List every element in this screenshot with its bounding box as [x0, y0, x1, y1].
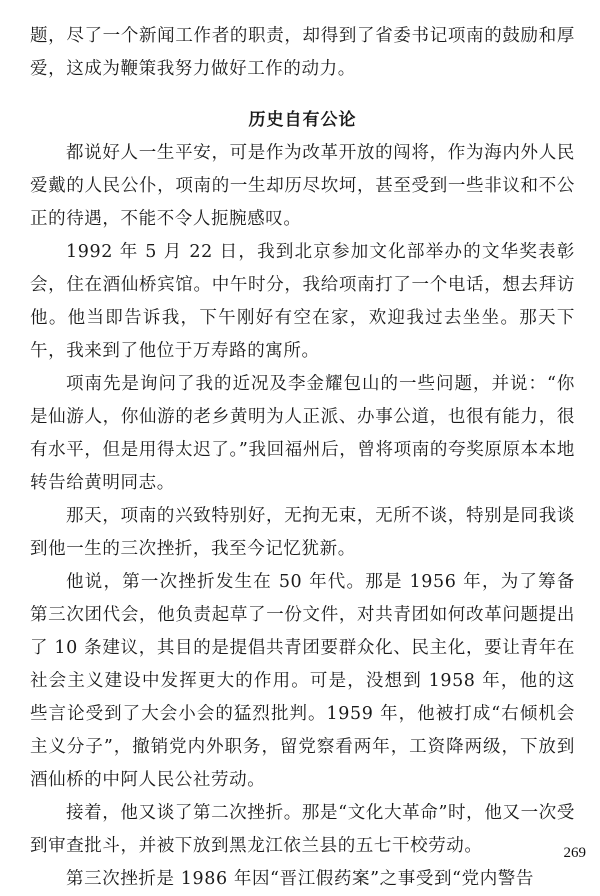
- page-number: 269: [563, 845, 586, 861]
- page-body: [30, 20, 575, 896]
- paragraph-6: 接着，他又谈了第二次挫折。那是“文化大革命”时，他又一次受到审查批斗，并被下放到黑龙江依兰县的五七干校劳动。: [30, 803, 575, 856]
- paragraph-3: 项南先是询问了我的近况及李金耀包山的一些问题，并说：“你是仙游人，你仙游的老乡黄明为人正派、办事公道，也很有能力，很有水平，但是用得太迟了。”我回福州后，曾将项南的夸奖原原本本地转告给黄明同志。: [30, 374, 575, 493]
- paragraph-2: 1992 年 5 月 22 日，我到北京参加文化部举办的文华奖表彰会，住在酒仙桥宾馆。中午时分，我给项南打了一个电话，想去拜访他。他当即告诉我，下午刚好有空在家，欢迎我过去坐坐。那天下午，我来到了他位于万寿路的寓所。: [30, 242, 575, 361]
- paragraph-7: 第三次挫折是 1986 年因“晋江假药案”之事受到“党内警告: [66, 869, 534, 889]
- paragraph-1: 都说好人一生平安，可是作为改革开放的闯将，作为海内外人民爱戴的人民公仆，项南的一生却历尽坎坷，甚至受到一些非议和不公正的待遇，不能不令人扼腕感叹。: [30, 143, 575, 229]
- paragraph-4: 那天，项南的兴致特别好，无拘无束，无所不谈，特别是同我谈到他一生的三次挫折，我至今记忆犹新。: [30, 506, 575, 559]
- paragraph-5: 他说，第一次挫折发生在 50 年代。那是 1956 年，为了筹备第三次团代会，他负责起草了一份文件，对共青团如何改革问题提出了 10 条建议，其目的是提倡共青团要群众化、民主化，要让青年在社会主义建设中发挥更大的作用。可是，没想到 1958 年，他的这些言论受到了大会小会的猛烈批判。1959 年，他被打成“右倾机会主义分子”，撤销党内外职务，留党察看两年，工资降两级，下放到酒仙桥的中阿人民公社劳动。: [30, 572, 575, 790]
- section-title: 历史自有公论: [248, 110, 357, 130]
- intro-paragraph: 题，尽了一个新闻工作者的职责，却得到了省委书记项南的鼓励和厚爱，这成为鞭策我努力做好工作的动力。: [30, 26, 575, 79]
